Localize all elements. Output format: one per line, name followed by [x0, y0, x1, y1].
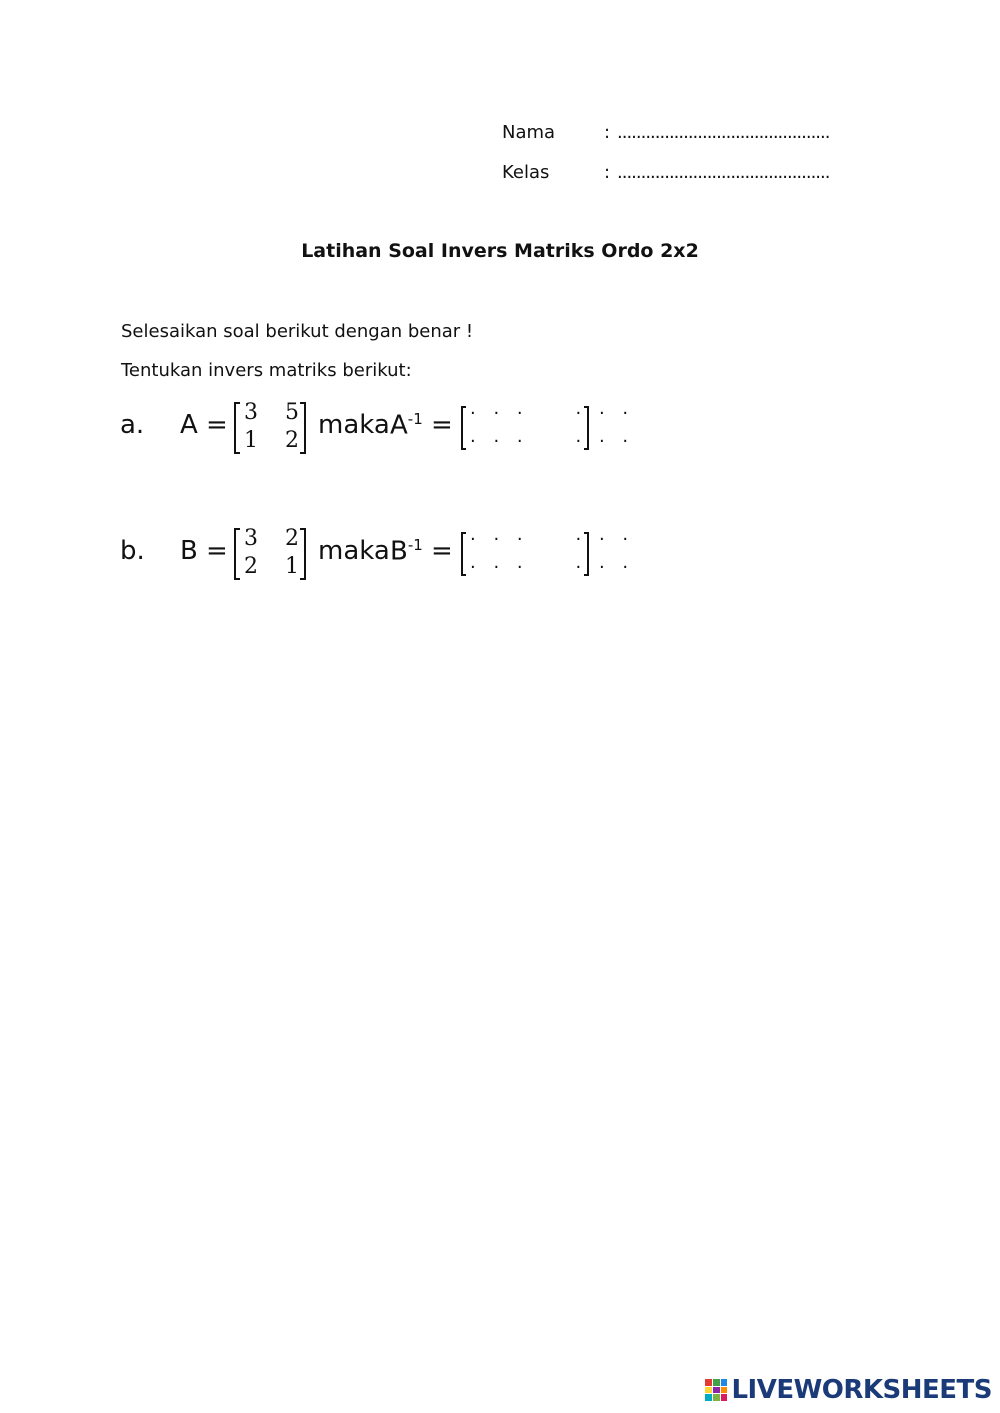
liveworksheets-logo — [705, 1375, 992, 1405]
problem-b-equals: = — [206, 536, 228, 566]
answer-left-bracket — [461, 532, 466, 576]
inverse-name: B — [390, 536, 408, 567]
worksheet-title: Latihan Soal Invers Matriks Ordo 2x2 — [301, 240, 699, 262]
matrix-cell: 5 — [285, 400, 299, 425]
answer-row-2[interactable]: . . . . . . — [470, 552, 635, 573]
superscript: -1 — [407, 410, 423, 428]
problem-b-answer-matrix[interactable] — [461, 524, 635, 576]
matrix-left-bracket — [234, 402, 240, 454]
superscript: -1 — [407, 536, 423, 554]
class-label: Kelas — [502, 162, 550, 183]
problem-a-matrix-name: A — [180, 410, 198, 440]
matrix-cell: 1 — [285, 554, 299, 579]
matrix-right-bracket — [300, 402, 306, 454]
problem-b-maka: maka — [318, 536, 390, 566]
logo-mark-square — [721, 1379, 728, 1386]
class-colon: : — [604, 162, 611, 183]
answer-right-bracket — [584, 532, 589, 576]
answer-row-2[interactable]: . . . . . . — [470, 426, 635, 447]
matrix-cell: 1 — [244, 428, 258, 453]
problem-b-inverse-label — [390, 536, 423, 567]
problem-a-equals: = — [206, 410, 228, 440]
problem-a-equals-2: = — [431, 410, 453, 440]
name-label: Nama — [502, 122, 556, 143]
logo-mark-square — [721, 1387, 728, 1394]
answer-row-1[interactable]: . . . . . . — [470, 524, 635, 545]
logo-mark-square — [713, 1379, 720, 1386]
name-colon: : — [604, 122, 611, 143]
logo-mark-square — [705, 1387, 712, 1394]
logo-mark-square — [705, 1379, 712, 1386]
instruction-line-1: Selesaikan soal berikut dengan benar ! — [121, 321, 474, 342]
problem-b-equals-2: = — [431, 536, 453, 566]
problem-b-label: b. — [120, 536, 145, 566]
name-blank-line[interactable]: ............................................. — [617, 122, 830, 143]
logo-mark-square — [705, 1394, 712, 1401]
matrix-cell: 2 — [244, 554, 258, 579]
answer-right-bracket — [584, 406, 589, 450]
answer-row-1[interactable]: . . . . . . — [470, 398, 635, 419]
liveworksheets-mark-icon — [705, 1379, 727, 1401]
logo-mark-square — [713, 1387, 720, 1394]
problem-a-label: a. — [120, 410, 145, 440]
matrix-cell: 3 — [244, 526, 258, 551]
logo-mark-square — [721, 1394, 728, 1401]
problem-a-answer-matrix[interactable] — [461, 398, 635, 450]
liveworksheets-logo-text: LIVEWORKSHEETS — [731, 1375, 992, 1405]
problem-a-maka: maka — [318, 410, 390, 440]
matrix-left-bracket — [234, 528, 240, 580]
matrix-right-bracket — [300, 528, 306, 580]
problem-b-matrix-name: B — [180, 536, 198, 566]
matrix-cell: 2 — [285, 428, 299, 453]
matrix-cell: 2 — [285, 526, 299, 551]
inverse-name: A — [390, 410, 408, 441]
problem-b-matrix — [234, 528, 306, 580]
matrix-cell: 3 — [244, 400, 258, 425]
class-blank-line[interactable]: ............................................. — [617, 162, 830, 183]
logo-mark-square — [713, 1394, 720, 1401]
problem-a-matrix — [234, 402, 306, 454]
answer-left-bracket — [461, 406, 466, 450]
problem-a-inverse-label — [390, 410, 423, 441]
instruction-line-2: Tentukan invers matriks berikut: — [121, 360, 412, 381]
